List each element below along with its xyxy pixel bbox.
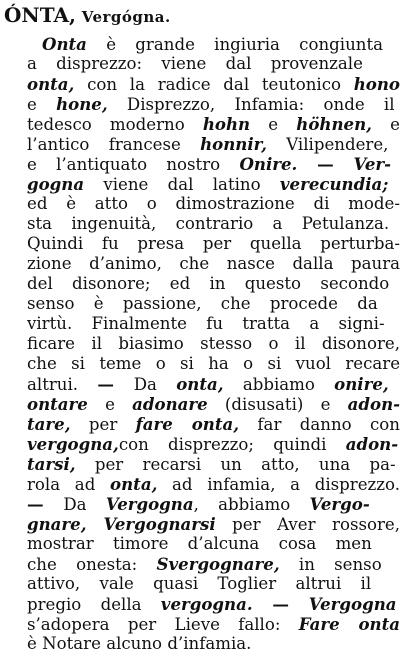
italic-term: Ver-	[353, 154, 392, 174]
text-segment: sta ingenuità, contrario a Petulanza.	[27, 214, 390, 233]
text-segment: è Notare alcuno d’infamia.	[27, 634, 252, 653]
italic-term: gogna	[27, 174, 85, 194]
text-segment: per	[70, 415, 136, 434]
italic-term: Vergo-	[309, 494, 370, 514]
italic-term: Vergogna	[308, 594, 397, 614]
text-line	[27, 74, 400, 94]
text-line	[27, 254, 400, 274]
text-segment: per recarsi un atto, una pa-	[75, 455, 396, 474]
text-segment: pregio della	[27, 595, 161, 614]
text-segment: che si teme o si ha o si vuol recare	[27, 354, 401, 373]
text-line	[27, 314, 385, 334]
text-segment: s’adopera per Lieve fallo:	[27, 615, 299, 634]
text-segment: l’antico francese	[27, 135, 201, 154]
text-segment: virtù. Finalmente fu tratta a signi-	[27, 314, 385, 333]
entry-head-synonym: Vergógna.	[75, 8, 171, 26]
text-line	[27, 454, 396, 474]
italic-term: honnir,	[200, 134, 267, 154]
text-line	[27, 294, 378, 314]
text-line	[27, 614, 400, 634]
italic-term: adonare	[132, 394, 208, 414]
text-line	[27, 274, 389, 294]
italic-term: Onire.	[239, 154, 298, 174]
text-segment: del disonore; ed in questo secondo	[27, 274, 390, 293]
text-segment: e	[87, 395, 133, 414]
text-segment: Vilipendere,	[266, 135, 389, 154]
text-segment: e	[250, 115, 297, 134]
text-line	[27, 214, 389, 234]
text-segment: abbiamo	[223, 375, 335, 394]
text-line	[27, 414, 400, 434]
italic-term: gnare, Vergognarsi	[27, 514, 216, 534]
italic-term: tarsi,	[27, 454, 76, 474]
text-segment: zione d’animo, che nasce dalla paura	[27, 254, 401, 273]
text-line	[27, 634, 251, 654]
italic-term: tare,	[27, 414, 71, 434]
italic-term: höhnen,	[296, 114, 372, 134]
text-segment: senso è passione, che procede da	[27, 294, 378, 313]
text-segment: che onesta:	[27, 555, 157, 574]
entry-head-word: ÓNTA,	[4, 3, 76, 27]
italic-term: onire,	[334, 374, 389, 394]
entry-heading	[4, 3, 171, 29]
text-line	[27, 54, 363, 74]
text-segment: , abbiamo	[193, 495, 310, 514]
text-line	[27, 594, 397, 614]
text-segment: tedesco moderno	[27, 115, 203, 134]
dash-separator: —	[297, 154, 354, 174]
italic-term: adon-	[345, 434, 399, 454]
text-segment: è grande ingiuria congiunta	[86, 35, 384, 54]
text-segment: Da	[133, 375, 177, 394]
text-line	[27, 394, 400, 414]
text-segment: e	[27, 95, 57, 114]
text-line	[27, 174, 388, 194]
text-segment: per Aver rossore,	[215, 515, 401, 534]
text-segment: altrui.	[27, 375, 98, 394]
text-segment: ed è atto o dimostrazione di mode-	[27, 194, 400, 213]
italic-term: Fare onta	[298, 614, 401, 634]
text-segment: Da	[63, 495, 106, 514]
italic-term: vergogna.	[160, 594, 253, 614]
dash-separator: —	[97, 374, 134, 394]
text-line	[27, 94, 395, 114]
dash-separator: —	[252, 594, 309, 614]
text-line	[27, 494, 370, 514]
italic-term: Vergogna	[105, 494, 194, 514]
text-segment: attivo, vale quasi Toglier altrui il	[27, 574, 372, 593]
text-line	[27, 114, 400, 134]
text-segment: Quindi fu presa per quella perturba-	[27, 234, 400, 253]
italic-term: Onta	[42, 34, 87, 54]
text-line	[27, 534, 372, 554]
text-line	[27, 234, 400, 254]
text-segment: rola ad	[27, 475, 111, 494]
text-segment: a disprezzo: viene dal provenzale	[27, 54, 363, 73]
italic-term: verecundia;	[279, 174, 389, 194]
text-line	[27, 354, 400, 374]
text-segment: Disprezzo, Infamia: onde il	[107, 95, 395, 114]
text-segment: ficare il biasimo stesso o il disonore,	[27, 334, 401, 353]
text-line	[42, 34, 383, 54]
text-line	[27, 154, 391, 174]
italic-term: onta,	[27, 74, 75, 94]
text-segment: con disprezzo; quindi	[118, 435, 346, 454]
text-segment: viene dal latino	[84, 175, 280, 194]
italic-term: hone,	[56, 94, 108, 114]
text-line	[27, 574, 371, 594]
text-segment: e l’antiquato nostro	[27, 155, 240, 174]
italic-term: fare onta,	[135, 414, 240, 434]
text-segment: ad infamia, a disprezzo.	[157, 475, 401, 494]
text-line	[27, 474, 400, 494]
italic-term: hono	[353, 74, 400, 94]
italic-term: onta,	[176, 374, 224, 394]
text-line	[27, 514, 400, 534]
text-segment: e	[371, 115, 400, 134]
text-segment: (disusati) e	[207, 395, 348, 414]
text-line	[27, 194, 400, 214]
text-segment: far danno con	[239, 415, 400, 434]
text-segment: in senso	[279, 555, 382, 574]
text-line	[27, 134, 388, 154]
text-line	[27, 334, 400, 354]
italic-term: ontare	[27, 394, 88, 414]
text-line	[27, 554, 382, 574]
text-segment: mostrar timore d’alcuna cosa men	[27, 534, 372, 553]
italic-term: adon-	[347, 394, 401, 414]
italic-term: vergogna,	[27, 434, 119, 454]
text-line	[27, 374, 389, 394]
dash-separator: —	[27, 494, 64, 514]
text-segment: con la radice dal teutonico	[74, 75, 354, 94]
text-line	[27, 434, 398, 454]
italic-term: hohn	[202, 114, 251, 134]
italic-term: onta,	[110, 474, 158, 494]
italic-term: Svergognare,	[156, 554, 280, 574]
